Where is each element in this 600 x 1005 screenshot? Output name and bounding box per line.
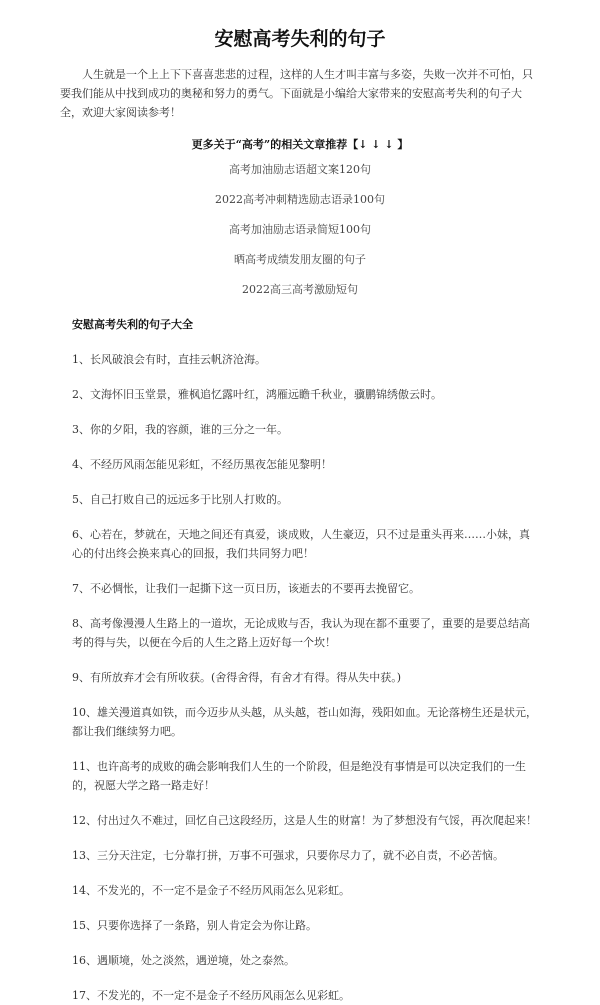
list-item: 3、你的夕阳，我的容颜，谁的三分之一年。	[72, 423, 288, 436]
list-item: 8、高考像漫漫人生路上的一道坎，无论成败与否，我认为现在都不重要了，重要的是要总结高考的得与失，以便在今后的人生之路上迈好每一个坎！	[72, 617, 530, 649]
page-title: 安慰高考失利的句子	[214, 28, 386, 50]
list-item: 4、不经历风雨怎能见彩虹，不经历黑夜怎能见黎明！	[72, 458, 332, 471]
sentence-list	[60, 350, 540, 1005]
list-item: 6、心若在，梦就在，天地之间还有真爱，谈成败，人生豪迈，只不过是重头再来……小妹，真心的付出终会换来真心的回报，我们共同努力吧！	[72, 528, 530, 560]
list-item: 12、付出过久不难过，回忆自己这段经历，这是人生的财富！为了梦想没有气馁，再次爬起来！	[72, 814, 537, 827]
list-item: 7、不必惆怅，让我们一起撕下这一页日历，该逝去的不要再去挽留它。	[72, 582, 420, 595]
list-item: 9、有所放弃才会有所收获。(舍得舍得，有舍才有得。得从失中获。)	[72, 671, 402, 684]
list-item: 16、遇顺境，处之淡然，遇逆境，处之泰然。	[72, 954, 295, 967]
list-item: 14、不发光的，不一定不是金子不经历风雨怎么见彩虹。	[72, 884, 350, 897]
list-item: 17、不发光的，不一定不是金子不经历风雨怎么见彩虹。	[72, 989, 350, 1002]
related-article-link[interactable]: 晒高考成绩发朋友圈的句子	[234, 253, 366, 266]
section-title: 安慰高考失利的句子大全	[72, 318, 193, 331]
intro-paragraph: 人生就是一个上上下下喜喜悲悲的过程，这样的人生才叫丰富与多姿，失败一次并不可怕，只要我们能从中找到成功的奥秘和努力的勇气。下面就是小编给大家带来的安慰高考失利的句子大全，欢迎大家阅读参考！	[60, 68, 533, 119]
related-articles-heading: 更多关于“高考”的相关文章推荐【↓ ↓ ↓ 】	[191, 138, 409, 151]
list-item: 2、文海怀旧玉堂景，雅枫追忆露叶红，鸿雁远瞻千秋业，骥鹏锦绣傲云时。	[72, 388, 442, 401]
related-articles-list	[60, 156, 540, 304]
related-article-link[interactable]: 2022高三高考激励短句	[242, 283, 358, 296]
list-item: 15、只要你选择了一条路，别人肯定会为你让路。	[72, 919, 317, 932]
list-item: 5、自己打败自己的远远多于比别人打败的。	[72, 493, 288, 506]
related-article-link[interactable]: 2022高考冲刺精选励志语录100句	[215, 193, 385, 206]
list-item: 10、雄关漫道真如铁，而今迈步从头越，从头越，苍山如海，残阳如血。无论落榜生还是状元，都让我们继续努力吧。	[72, 706, 537, 738]
list-item: 13、三分天注定，七分靠打拼，万事不可强求，只要你尽力了，就不必自责，不必苦恼。	[72, 849, 504, 862]
related-article-link[interactable]: 高考加油励志语超文案120句	[229, 163, 371, 176]
related-article-link[interactable]: 高考加油励志语录简短100句	[229, 223, 371, 236]
list-item: 1、长风破浪会有时，直挂云帆济沧海。	[72, 353, 266, 366]
list-item: 11、也许高考的成败的确会影响我们人生的一个阶段，但是绝没有事情是可以决定我们的一生的，祝愿大学之路一路走好！	[72, 760, 526, 792]
